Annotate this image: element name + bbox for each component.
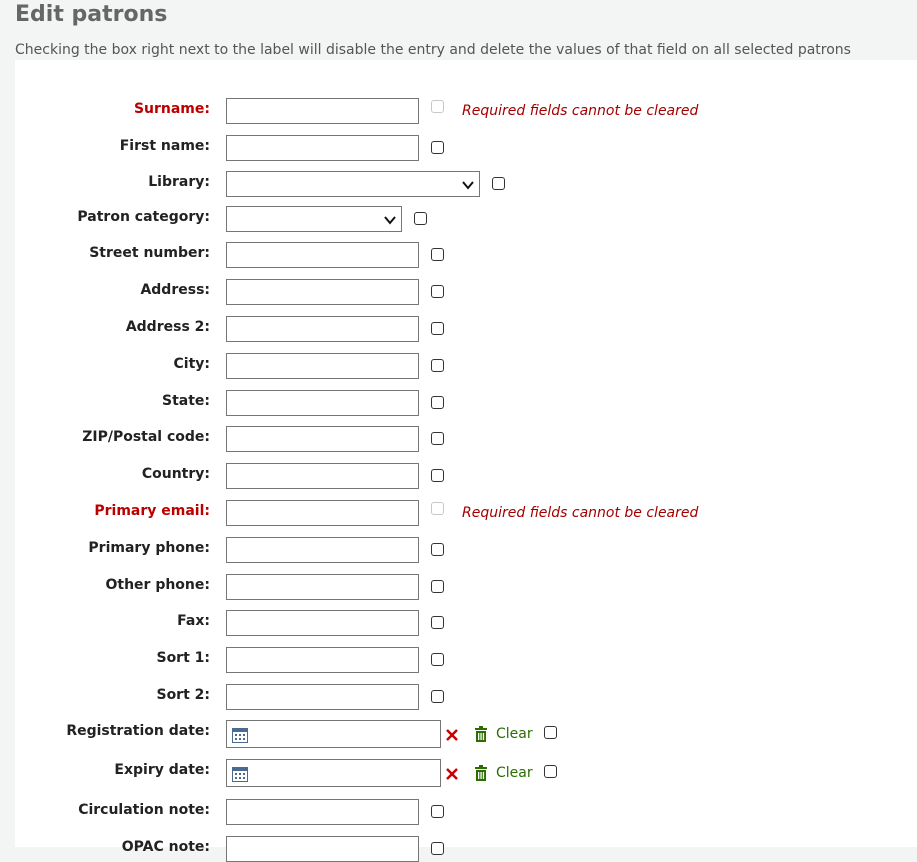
state-input[interactable]: [226, 390, 419, 416]
city-disable-checkbox[interactable]: [431, 359, 444, 372]
sort2-label: Sort 2:: [156, 687, 210, 703]
circulation-note-disable-checkbox[interactable]: [431, 805, 444, 818]
opac-note-disable-checkbox[interactable]: [431, 842, 444, 855]
primary-phone-input[interactable]: [226, 537, 419, 563]
circulation-note-input[interactable]: [226, 799, 419, 825]
page-title: Edit patrons: [15, 2, 168, 27]
opac-note-input[interactable]: [226, 836, 419, 862]
surname-input[interactable]: [226, 98, 419, 124]
primary-email-required-note: Required fields cannot be cleared: [462, 505, 699, 521]
trash-icon[interactable]: [474, 726, 488, 742]
page-description: Checking the box right next to the label will disable the entry and delete the values of that field on all selected patrons: [15, 42, 851, 58]
first-name-input[interactable]: [226, 135, 419, 161]
expiry-date-label: Expiry date:: [114, 762, 210, 778]
clear-x-icon[interactable]: [445, 728, 459, 742]
primary-email-input[interactable]: [226, 500, 419, 526]
zip-input[interactable]: [226, 426, 419, 452]
library-label: Library:: [148, 174, 210, 190]
primary-email-label: Primary email:: [94, 503, 210, 519]
first-name-label: First name:: [119, 138, 210, 154]
library-select[interactable]: [226, 171, 480, 197]
address-input[interactable]: [226, 279, 419, 305]
other-phone-disable-checkbox[interactable]: [431, 580, 444, 593]
sort1-label: Sort 1:: [156, 650, 210, 666]
calendar-icon[interactable]: [232, 767, 248, 782]
surname-disable-checkbox: [431, 100, 444, 113]
registration-date-input[interactable]: [226, 720, 441, 748]
fax-input[interactable]: [226, 610, 419, 636]
address-label: Address:: [140, 282, 210, 298]
patron-category-disable-checkbox[interactable]: [414, 212, 427, 225]
street-number-input[interactable]: [226, 242, 419, 268]
chevron-down-icon: [461, 178, 475, 192]
address2-input[interactable]: [226, 316, 419, 342]
expiry-date-disable-checkbox[interactable]: [544, 765, 557, 778]
opac-note-label: OPAC note:: [121, 839, 210, 855]
address2-label: Address 2:: [125, 319, 210, 335]
state-disable-checkbox[interactable]: [431, 396, 444, 409]
surname-label: Surname:: [133, 101, 210, 117]
fax-label: Fax:: [177, 613, 210, 629]
sort1-disable-checkbox[interactable]: [431, 653, 444, 666]
country-label: Country:: [141, 466, 210, 482]
primary-phone-label: Primary phone:: [88, 540, 210, 556]
edit-patrons-form: [15, 60, 917, 855]
primary-email-disable-checkbox: [431, 502, 444, 515]
circulation-note-label: Circulation note:: [78, 802, 210, 818]
first-name-disable-checkbox[interactable]: [431, 141, 444, 154]
fax-disable-checkbox[interactable]: [431, 616, 444, 629]
expiry-date-input[interactable]: [226, 759, 441, 787]
surname-required-note: Required fields cannot be cleared: [462, 103, 699, 119]
address2-disable-checkbox[interactable]: [431, 322, 444, 335]
zip-label: ZIP/Postal code:: [82, 429, 210, 445]
registration-date-disable-checkbox[interactable]: [544, 726, 557, 739]
expiry-date-clear-link[interactable]: Clear: [496, 765, 533, 781]
trash-icon[interactable]: [474, 765, 488, 781]
other-phone-label: Other phone:: [105, 577, 210, 593]
chevron-down-icon: [383, 213, 397, 227]
city-label: City:: [173, 356, 210, 372]
zip-disable-checkbox[interactable]: [431, 432, 444, 445]
country-input[interactable]: [226, 463, 419, 489]
sort2-disable-checkbox[interactable]: [431, 690, 444, 703]
country-disable-checkbox[interactable]: [431, 469, 444, 482]
street-number-label: Street number:: [89, 245, 210, 261]
library-disable-checkbox[interactable]: [492, 177, 505, 190]
other-phone-input[interactable]: [226, 574, 419, 600]
address-disable-checkbox[interactable]: [431, 285, 444, 298]
street-number-disable-checkbox[interactable]: [431, 248, 444, 261]
sort2-input[interactable]: [226, 684, 419, 710]
patron-category-label: Patron category:: [77, 209, 210, 225]
sort1-input[interactable]: [226, 647, 419, 673]
patron-category-select[interactable]: [226, 206, 402, 232]
primary-phone-disable-checkbox[interactable]: [431, 543, 444, 556]
registration-date-clear-link[interactable]: Clear: [496, 726, 533, 742]
clear-x-icon[interactable]: [445, 767, 459, 781]
state-label: State:: [161, 393, 210, 409]
city-input[interactable]: [226, 353, 419, 379]
calendar-icon[interactable]: [232, 728, 248, 743]
registration-date-label: Registration date:: [66, 723, 210, 739]
